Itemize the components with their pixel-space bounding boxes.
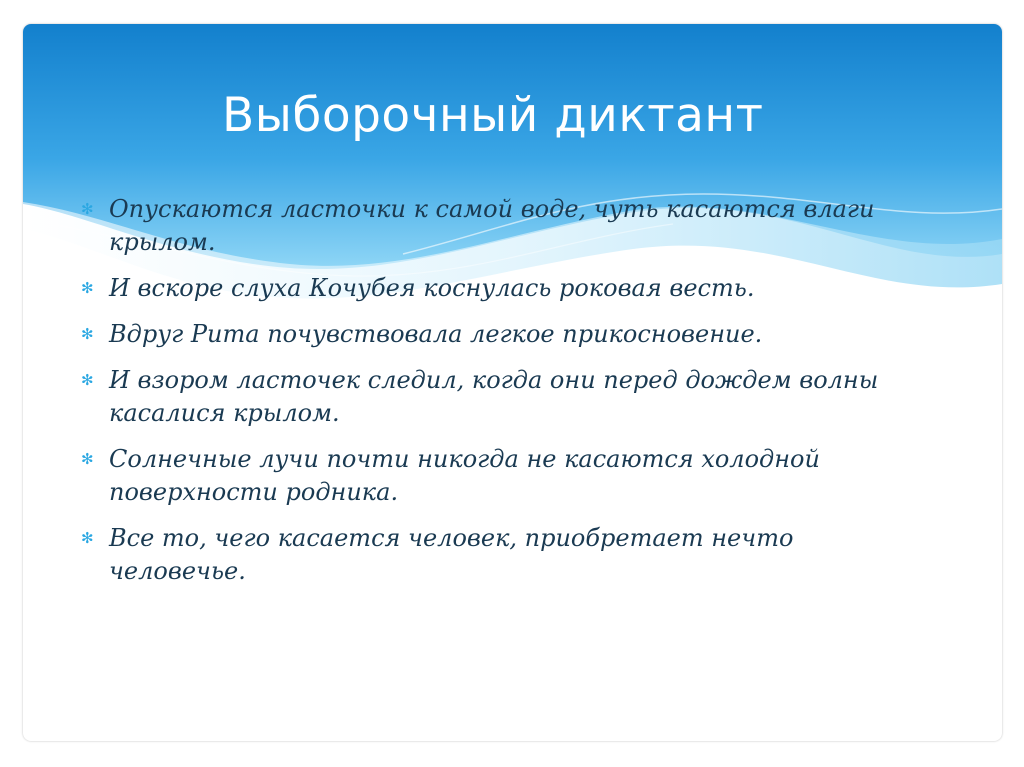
asterisk-bullet-icon: ✻ [81, 529, 94, 547]
slide [23, 24, 1002, 741]
bullet-item [81, 272, 901, 305]
asterisk-bullet-icon: ✻ [81, 450, 94, 468]
bullet-item [81, 522, 901, 588]
bullet-item [81, 193, 901, 259]
asterisk-bullet-icon: ✻ [81, 325, 94, 343]
asterisk-bullet-icon: ✻ [81, 279, 94, 297]
bullet-text: Вдруг Рита почувствовала легкое прикосновение. [109, 320, 763, 348]
bullet-text: Солнечные лучи почти никогда не касаются холодной поверхности родника. [109, 445, 820, 506]
asterisk-bullet-icon: ✻ [81, 371, 94, 389]
bullet-text: Все то, чего касается человек, приобретает нечто человечье. [109, 524, 794, 585]
asterisk-bullet-icon: ✻ [81, 200, 94, 218]
bullet-list [81, 193, 901, 601]
bullet-item [81, 318, 901, 351]
bullet-text: И взором ласточек следил, когда они перед дождем волны касалися крылом. [109, 366, 879, 427]
bullet-item [81, 364, 901, 430]
bullet-text: И вскоре слуха Кочубея коснулась роковая весть. [109, 274, 755, 302]
bullet-item [81, 443, 901, 509]
slide-title: Выборочный диктант [222, 88, 764, 143]
bullet-text: Опускаются ласточки к самой воде, чуть касаются влаги крылом. [109, 195, 875, 256]
